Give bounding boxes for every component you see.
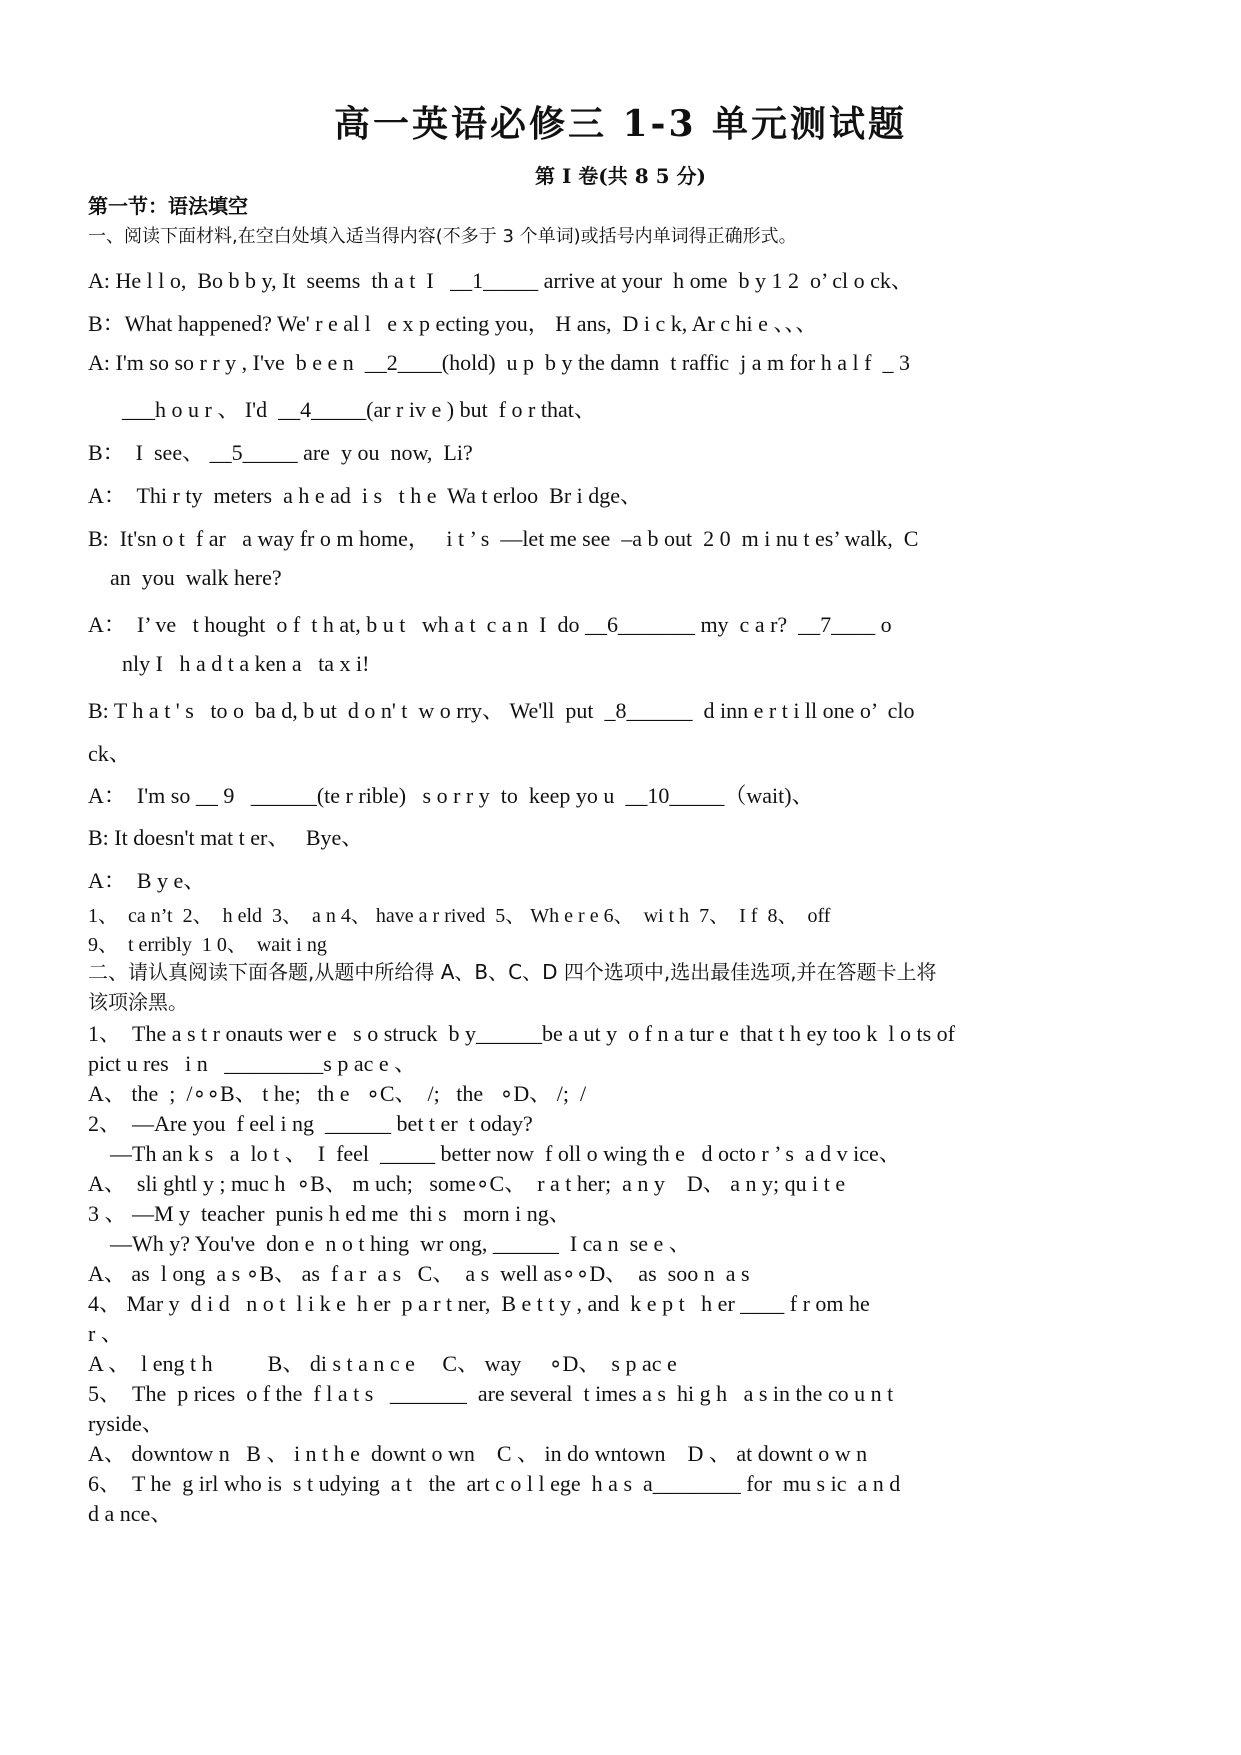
question-options: A、 as l ong a s ∘B、 as f a r a s C、 a s well as∘∘D、 as soo n a s [88, 1261, 750, 1286]
dialogue-line: B： I see、 __5_____ are y ou now, Li? [88, 440, 473, 465]
question-line: pict u res i n _________s p ac e 、 [88, 1051, 417, 1076]
answer-key-line: 9、 t erribly 1 0、 wait i ng [88, 934, 327, 956]
part2-instruction: 二、请认真阅读下面各题,从题中所给得 A、B、C、D 四个选项中,选出最佳选项,并在答题卡上将 [88, 960, 937, 984]
question-options: A、 downtow n B 、 i n t h e downt o wn C 、 in do wntown D 、 at downt o w n [88, 1441, 868, 1466]
part1-instruction: 一、阅读下面材料,在空白处填入适当得内容(不多于 3 个单词)或括号内单词得正确形式。 [88, 226, 797, 247]
dialogue-line: A： B y e、 [88, 868, 206, 893]
question-line: 6、 T he g irl who is s t udying a t the art c o l l ege h a s a________ for mu s ic a n d [88, 1471, 901, 1496]
dialogue-line: A： I'm so __ 9 ______(te r rible) s o r r y to keep yo u __10_____（wait)、 [88, 783, 814, 808]
answer-key-line: 1、 ca n’t 2、 h eld 3、 a n 4、 have a r rived 5、 Wh e r e 6、 wi t h 7、 I f 8、 off [88, 905, 831, 927]
dialogue-line: B: It doesn't mat t er、 Bye、 [88, 825, 364, 850]
question-line: 3 、 —M y teacher punis h ed me thi s morn i ng、 [88, 1201, 571, 1226]
question-line: ryside、 [88, 1411, 164, 1436]
question-line: 2、 —Are you f eel i ng ______ bet t er t oday? [88, 1111, 533, 1136]
question-options: A、 the ; /∘∘B、 t he; th e ∘C、 /; the ∘D、 /; / [88, 1081, 587, 1106]
question-line: 4、 Mar y d i d n o t l i k e h er p a r t ner, B e t t y , and k e p t h er ____ f r om he [88, 1291, 870, 1316]
page-subtitle: 第 I 卷(共 8 5 分) [535, 164, 706, 188]
dialogue-line: an you walk here? [110, 565, 282, 590]
question-options: A 、 l eng t h B、 di s t a n c e C、 way ∘D、 s p ac e [88, 1351, 677, 1376]
question-line: 1、 The a s t r onauts wer e s o struck b y______be a ut y o f n a tur e that t h ey too k l o ts of [88, 1021, 956, 1046]
question-line: 5、 The p rices o f the f l a t s _______ are several t imes a s hi g h a s in the co u n t [88, 1381, 894, 1406]
dialogue-line: A： I’ ve t hought o f t h at, b u t wh a t c a n I do __6_______ my c a r? __7____ o [88, 612, 892, 637]
question-line: —Th an k s a lo t 、 I feel _____ better now f oll o wing th e d octo r ’ s a d v ice、 [110, 1141, 901, 1166]
question-options: A、 sli ghtl y ; muc h ∘B、 m uch; some∘C、 r a t her; a n y D、 a n y; qu i t e [88, 1171, 846, 1196]
dialogue-line: A: I'm so so r r y , I've b e e n __2____(hold) u p b y the damn t raffic j a m for h a l f _ 3 [88, 350, 910, 375]
section-heading: 第一节：语法填空 [88, 194, 248, 218]
question-line: d a nce、 [88, 1501, 173, 1526]
dialogue-line: nly I h a d t a ken a ta x i! [122, 651, 370, 676]
dialogue-line: B: T h a t ' s to o ba d, b ut d o n' t w o rry、 We'll put _8______ d inn e r t i ll one o’ clo [88, 698, 915, 723]
dialogue-line: B：What happened? We' r e al l e x p ecting you， H ans, D i c k, Ar c hi e 、、、 [88, 311, 818, 336]
dialogue-line: ck、 [88, 741, 131, 766]
page-title: 高一英语必修三 1-3 单元测试题 [333, 103, 908, 145]
question-line: —Wh y? You've don e n o t hing wr ong, ______ I ca n se e 、 [110, 1231, 691, 1256]
dialogue-line: A： Thi r ty meters a h e ad i s t h e Wa t erloo Br i dge、 [88, 483, 643, 508]
question-line: r 、 [88, 1321, 123, 1346]
dialogue-line: ___h o u r 、 I'd __4_____(ar r iv e ) but f o r that、 [122, 397, 596, 422]
part2-instruction: 该项涂黑。 [88, 990, 188, 1014]
dialogue-line: B: It'sn o t f ar a way fr o m home， i t ’ s —let me see –a b out 2 0 m i nu t es’ walk, C [88, 526, 919, 551]
dialogue-line: A: He l l o, Bo b b y, It seems th a t I __1_____ arrive at your h ome b y 1 2 o’ cl o ck、 [88, 268, 913, 293]
